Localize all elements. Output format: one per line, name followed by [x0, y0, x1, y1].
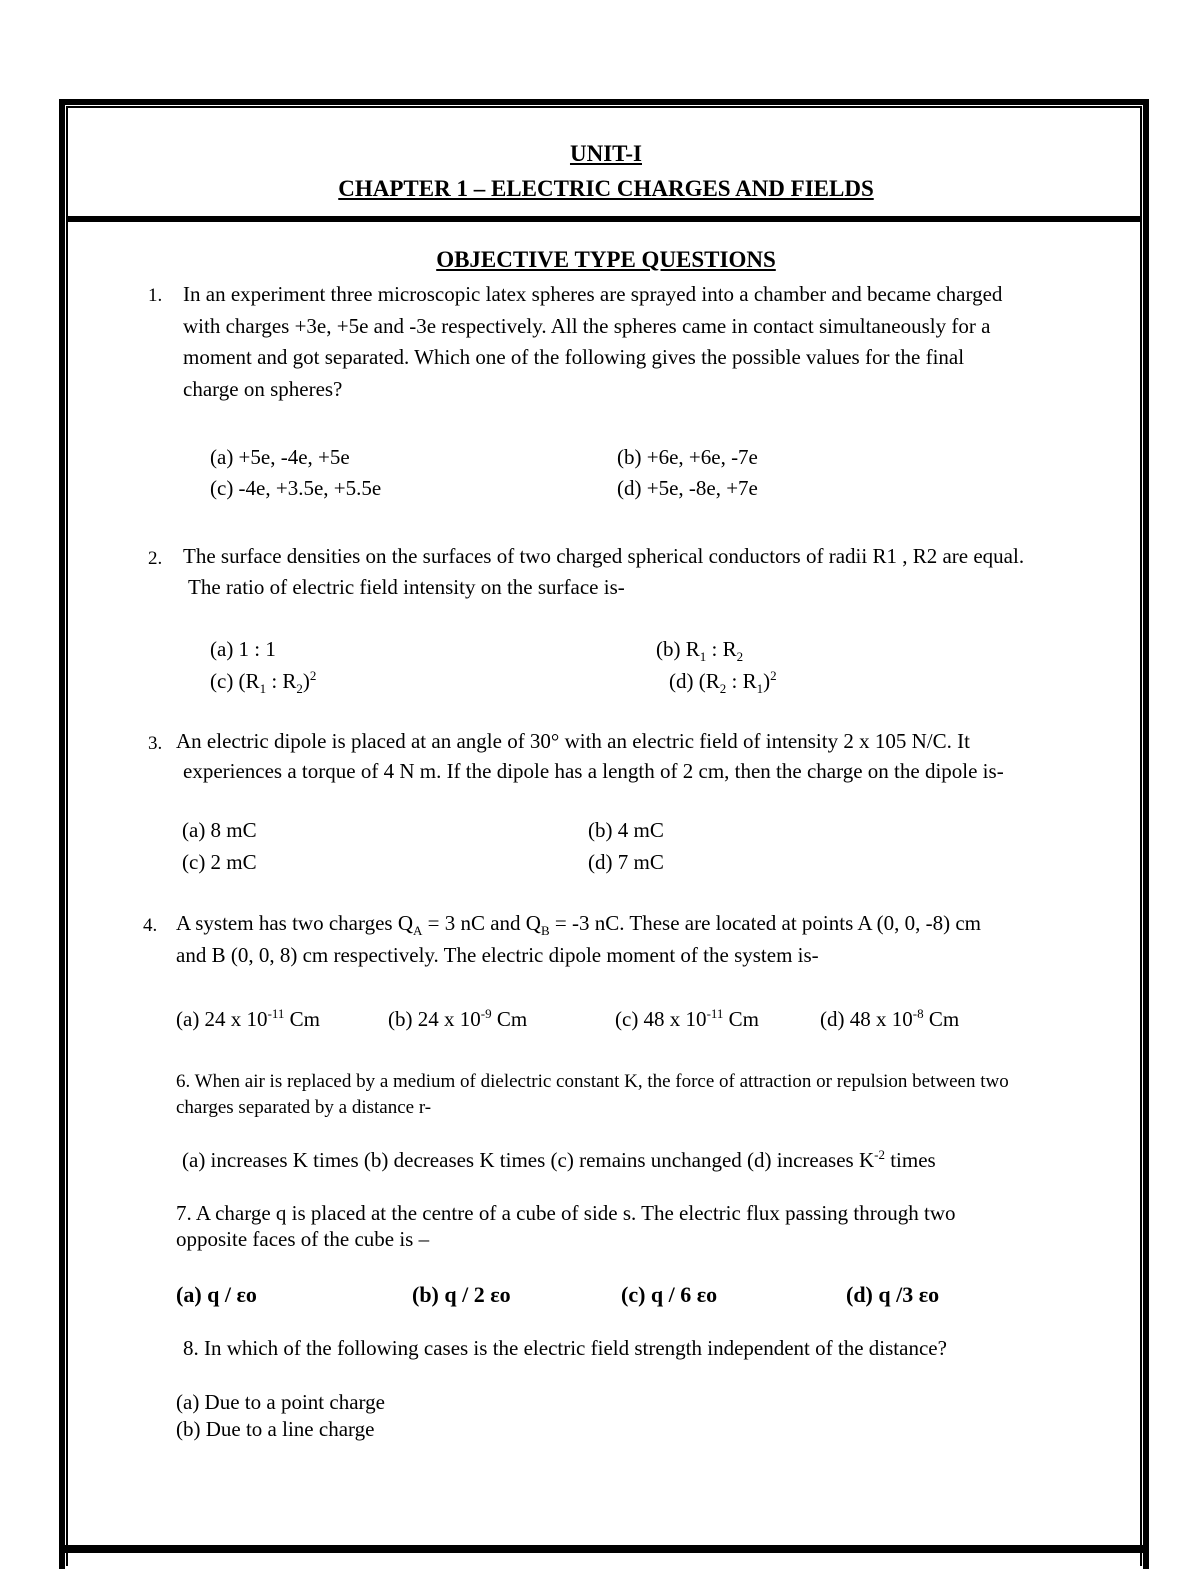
option-c: (c) -4e, +3.5e, +5.5e: [210, 476, 382, 500]
question-line: 6. When air is replaced by a medium of dielectric constant K, the force of attraction or repulsion between two: [176, 1071, 1009, 1092]
option-c: (c) 48 x $10^{-11}$ Cm: [615, 1006, 760, 1031]
option-c: (c) ($R_1$ : $R_2)^2$: [210, 668, 317, 697]
option-a: (a) 8 mC: [182, 818, 257, 842]
question-line: A system has two charges $Q_A = 3$ nC and $Q_B = -3$ nC. These are located at points A (0, 0, -8) cm: [176, 911, 982, 939]
question-number: 3.: [148, 733, 163, 754]
option-b: (b) $R_1$ : $R_2$: [656, 637, 744, 665]
question-line: The surface densities on the surfaces of two charged spherical conductors of radii R1 , R2 are equal.: [183, 544, 1025, 568]
question-line: opposite faces of the cube is –: [176, 1227, 430, 1251]
header-divider: [66, 216, 1142, 222]
question-line: An electric dipole is placed at an angle of 30° with an electric field of intensity 2 x 105 N/C. It: [176, 729, 970, 753]
option-a: (a) q / εo: [176, 1282, 257, 1307]
question-line: experiences a torque of 4 N m. If the dipole has a length of 2 cm, then the charge on the dipole is-: [183, 759, 1004, 783]
option-d: (d) 48 x $10^{-8}$ Cm: [820, 1006, 960, 1031]
option-c: (c) 2 mC: [182, 850, 257, 874]
section-title: OBJECTIVE TYPE QUESTIONS: [436, 247, 776, 272]
question-line: In an experiment three microscopic latex spheres are sprayed into a chamber and became charged: [183, 282, 1003, 306]
option-a: (a) 24 x $10^{-11}$ Cm: [176, 1006, 321, 1031]
option-b: (b) 24 x $10^{-9}$ Cm: [388, 1006, 528, 1031]
question-number: 4.: [143, 915, 158, 936]
question-line: The ratio of electric field intensity on the surface is-: [188, 575, 625, 599]
question-number: 2.: [148, 548, 163, 569]
question-line: 7. A charge q is placed at the centre of a cube of side s. The electric flux passing through two: [176, 1201, 956, 1225]
question-line: with charges +3e, +5e and -3e respectively. All the spheres came in contact simultaneously for a: [183, 314, 991, 338]
chapter-title: CHAPTER 1 – ELECTRIC CHARGES AND FIELDS: [338, 176, 874, 201]
option-d: (d) q /3 εo: [846, 1282, 940, 1307]
option-d: (d) 7 mC: [588, 850, 664, 874]
option-a: (a) Due to a point charge: [176, 1390, 385, 1414]
question-line: moment and got separated. Which one of the following gives the possible values for the final: [183, 345, 965, 369]
option-c: (c) q / 6 εo: [621, 1282, 718, 1307]
option-b: (b) 4 mC: [588, 818, 664, 842]
question-line: charge on spheres?: [183, 377, 343, 401]
unit-title: UNIT-I: [569, 141, 642, 166]
question-line: and B (0, 0, 8) cm respectively. The electric dipole moment of the system is-: [176, 943, 819, 967]
question-line: charges separated by a distance r-: [176, 1097, 432, 1118]
option-d: (d) ($R_2$ : $R_1)^2$: [669, 668, 777, 697]
option-a: (a) +5e, -4e, +5e: [210, 445, 350, 469]
question-number: 1.: [148, 285, 163, 306]
option-d: (d) +5e, -8e, +7e: [617, 476, 758, 500]
question-line: 8. In which of the following cases is the electric field strength independent of the distance?: [183, 1336, 947, 1360]
option-b: (b) Due to a line charge: [176, 1417, 375, 1441]
option-b: (b) q / 2 εo: [412, 1282, 511, 1307]
options-line: (a) increases K times (b) decreases K times (c) remains unchanged (d) increases $K^{-2}$ times: [182, 1147, 936, 1172]
bottom-border: [59, 1545, 1149, 1553]
option-a: (a) 1 : 1: [210, 637, 276, 661]
option-b: (b) +6e, +6e, -7e: [617, 445, 758, 469]
